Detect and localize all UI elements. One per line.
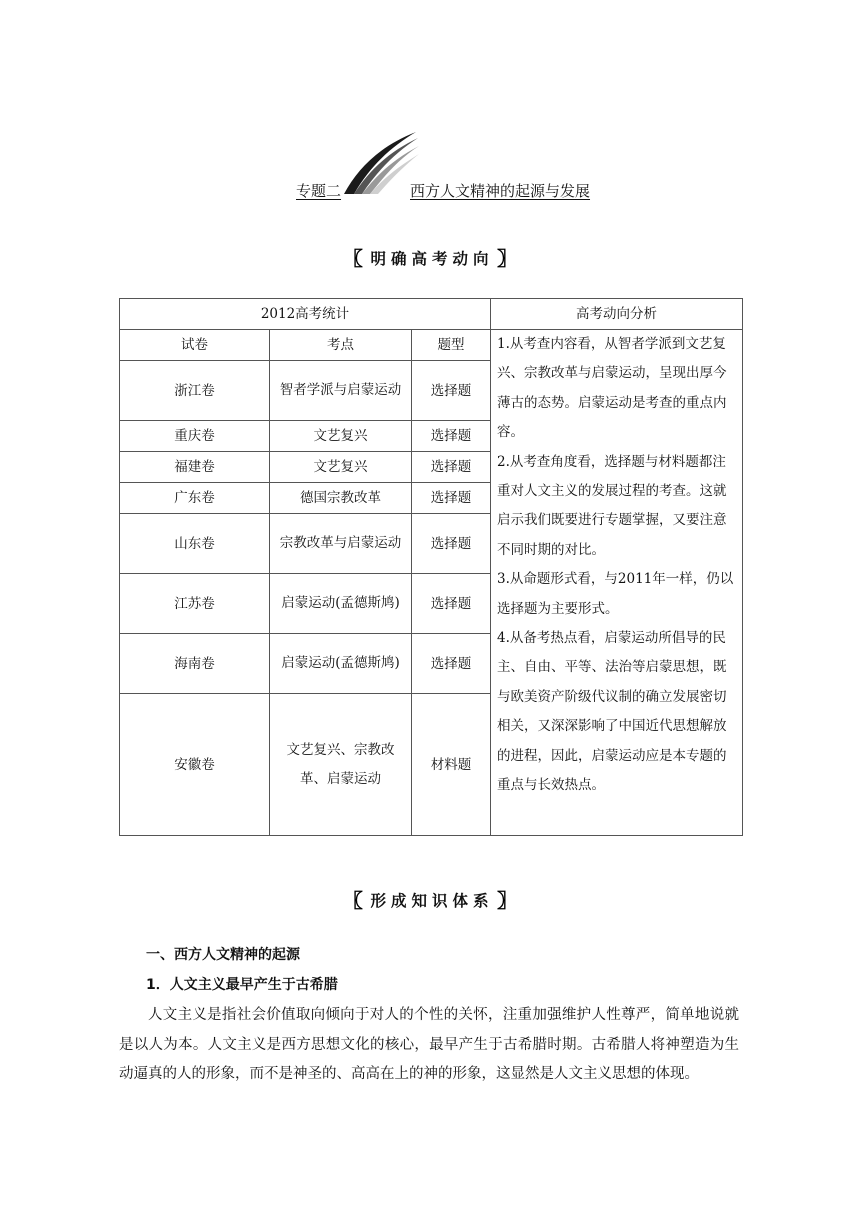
type-cell: 选择题 [412, 574, 491, 634]
point-cell: 宗教改革与启蒙运动 [270, 514, 412, 574]
analysis-item: 4.从备考热点看，启蒙运动所倡导的民主、自由、平等、法治等启蒙思想，既与欧美资产阶级代议制的确立发展密切相关，又深深影响了中国近代思想解放的进程，因此，启蒙运动应是本专题的重点与长效热点。 [497, 630, 727, 794]
point-cell: 文艺复兴 [270, 452, 412, 483]
paper-cell: 山东卷 [120, 514, 270, 574]
column-header-point: 考点 [270, 330, 412, 361]
left-bracket-icon: 〖 [342, 248, 364, 270]
point-cell: 启蒙运动(孟德斯鸠) [270, 574, 412, 634]
section-paragraph: 人文主义是指社会价值取向倾向于对人的个性的关怀，注重加强维护人性尊严，简单地说就是以人为本。人文主义是西方思想文化的核心，最早产生于古希腊时期。古希腊人将神塑造为生动逼真的人的形象，而不是神圣的、高高在上的神的形象，这显然是人文主义思想的体现。 [119, 1007, 739, 1082]
paper-cell: 海南卷 [120, 634, 270, 694]
type-cell: 选择题 [412, 421, 491, 452]
point-cell: 启蒙运动(孟德斯鸠) [270, 634, 412, 694]
paper-cell: 广东卷 [120, 483, 270, 514]
column-header-paper: 试卷 [120, 330, 270, 361]
stats-header: 2012高考统计 [120, 299, 491, 330]
paper-cell: 江苏卷 [120, 574, 270, 634]
paper-cell: 安徽卷 [120, 694, 270, 836]
banner-knowledge-system [0, 886, 860, 913]
type-cell: 材料题 [412, 694, 491, 836]
point-cell: 文艺复兴、宗教改革、启蒙运动 [270, 694, 412, 836]
column-header-type: 题型 [412, 330, 491, 361]
right-bracket-icon: 〗 [496, 248, 518, 270]
section-heading: 一、西方人文精神的起源 [146, 947, 300, 963]
analysis-item: 3.从命题形式看，与2011年一样，仍以选择题为主要形式。 [497, 571, 734, 617]
banner-knowledge-system-label: 形成知识体系 [370, 892, 494, 910]
point-cell: 文艺复兴 [270, 421, 412, 452]
analysis-item: 2.从考查角度看，选择题与材料题都注重对人文主义的发展过程的考查。这就启示我们既要进行专题掌握，又要注意不同时期的对比。 [497, 453, 727, 558]
analysis-cell [491, 330, 743, 836]
topic-label: 专题二 [296, 182, 342, 200]
type-cell: 选择题 [412, 452, 491, 483]
paper-cell: 重庆卷 [120, 421, 270, 452]
paper-cell: 浙江卷 [120, 361, 270, 421]
point-cell: 智者学派与启蒙运动 [270, 361, 412, 421]
point-cell: 德国宗教改革 [270, 483, 412, 514]
type-cell: 选择题 [412, 361, 491, 421]
type-cell: 选择题 [412, 483, 491, 514]
swoosh-logo-icon [340, 128, 420, 200]
analysis-header: 高考动向分析 [491, 299, 743, 330]
analysis-item: 1.从考查内容看，从智者学派到文艺复兴、宗教改革与启蒙运动，呈现出厚今薄古的态势。启蒙运动是考查的重点内容。 [497, 336, 727, 441]
left-bracket-icon: 〖 [342, 890, 364, 912]
topic-title: 西方人文精神的起源与发展 [410, 182, 591, 200]
banner-exam-trends-label: 明确高考动向 [370, 250, 494, 268]
exam-stats-table [119, 298, 743, 836]
section-subheading: 1．人文主义最早产生于古希腊 [146, 977, 338, 993]
right-bracket-icon: 〗 [496, 890, 518, 912]
banner-exam-trends [0, 244, 860, 271]
type-cell: 选择题 [412, 514, 491, 574]
type-cell: 选择题 [412, 634, 491, 694]
paper-cell: 福建卷 [120, 452, 270, 483]
